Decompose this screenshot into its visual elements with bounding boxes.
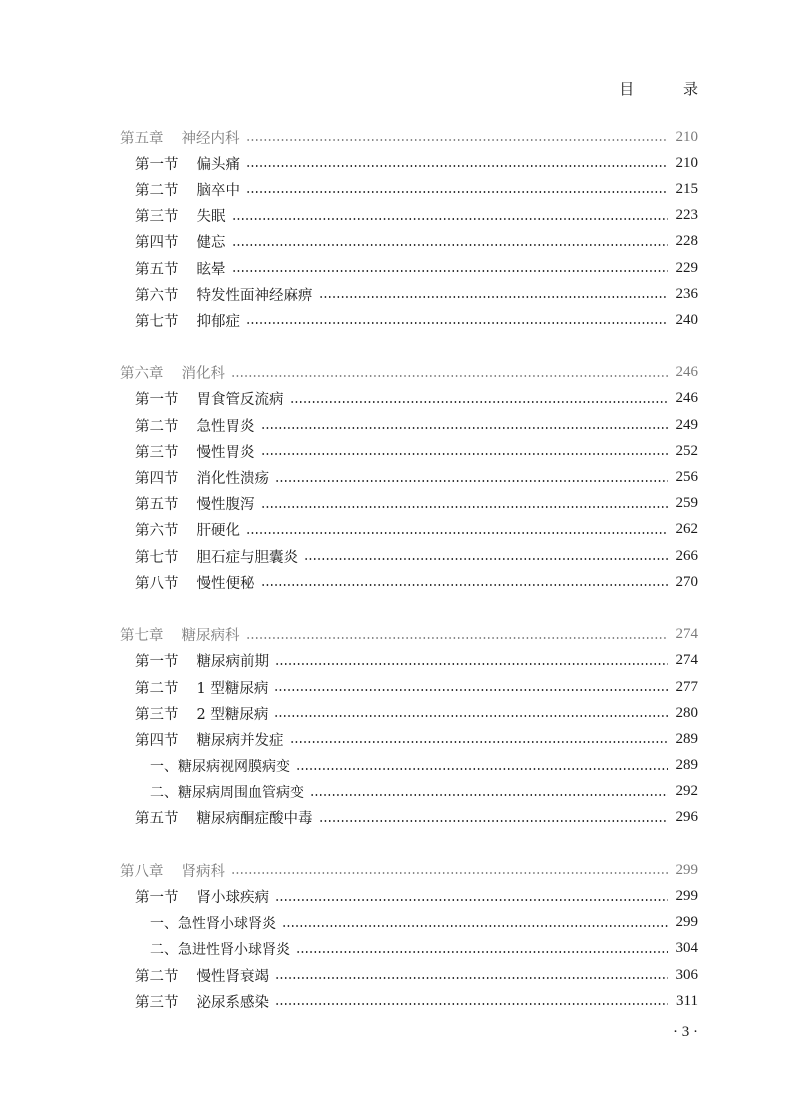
entry-title: 偏头痛 — [196, 156, 240, 173]
entry-page: 299 — [675, 888, 698, 905]
entry-number: 第三节 — [135, 994, 179, 1011]
entry-title: 1 型糖尿病 — [196, 680, 269, 697]
entry-page: 236 — [675, 285, 698, 302]
toc-section-entry[interactable] — [120, 962, 698, 988]
toc-chapter-entry[interactable] — [120, 622, 698, 648]
toc-section-entry[interactable] — [120, 438, 698, 464]
entry-page: 215 — [675, 180, 698, 197]
toc-section-entry[interactable] — [120, 176, 698, 202]
entry-title: 眩晕 — [196, 261, 226, 278]
dot-leader — [282, 925, 668, 927]
toc-section-entry[interactable] — [120, 543, 698, 569]
dot-leader — [290, 401, 669, 403]
dot-leader — [231, 375, 668, 377]
dot-leader — [232, 218, 669, 220]
entry-title: 特发性面神经麻痹 — [196, 287, 313, 304]
entry-title: 胃食管反流病 — [196, 392, 284, 409]
dot-leader — [246, 637, 669, 639]
entry-number: 第三节 — [135, 444, 179, 461]
entry-title: 肾小球疾病 — [196, 890, 269, 907]
entry-page: 256 — [675, 469, 698, 486]
entry-number: 第七章 — [120, 628, 164, 645]
entry-number: 一、 — [150, 915, 178, 932]
toc-section-entry[interactable] — [120, 307, 698, 333]
toc-chapter-entry[interactable] — [120, 360, 698, 386]
blank-line — [120, 595, 698, 621]
entry-title: 慢性便秘 — [196, 575, 255, 592]
dot-leader — [275, 899, 668, 901]
toc-chapter-entry[interactable] — [120, 857, 698, 883]
toc-section-entry[interactable] — [120, 648, 698, 674]
dot-leader — [246, 139, 669, 141]
toc-section-entry[interactable] — [120, 883, 698, 909]
entry-number: 第五节 — [135, 497, 179, 514]
entry-number: 第四节 — [135, 732, 179, 749]
entry-page: 299 — [675, 861, 698, 878]
entry-title: 消化性溃疡 — [196, 471, 269, 488]
toc-section-entry[interactable] — [120, 569, 698, 595]
entry-number: 二、 — [150, 784, 178, 801]
table-of-contents — [120, 124, 698, 1014]
page-number: · 3 · — [673, 1024, 698, 1040]
entry-page: 289 — [675, 757, 698, 774]
dot-leader — [296, 768, 668, 770]
dot-leader — [319, 820, 669, 822]
entry-page: 277 — [675, 678, 698, 695]
entry-title: 糖尿病周围血管病变 — [178, 784, 304, 801]
entry-number: 第八章 — [120, 863, 164, 880]
entry-number: 第一节 — [135, 890, 179, 907]
entry-page: 306 — [675, 966, 698, 983]
entry-title: 急性胃炎 — [196, 418, 255, 435]
entry-page: 223 — [675, 207, 698, 224]
entry-page: 252 — [675, 442, 698, 459]
dot-leader — [246, 165, 668, 167]
entry-number: 第五节 — [135, 261, 179, 278]
toc-subsection-entry[interactable] — [120, 779, 698, 805]
dot-leader — [275, 1003, 668, 1005]
entry-title: 糖尿病并发症 — [196, 732, 284, 749]
entry-number: 第四节 — [135, 471, 179, 488]
toc-section-entry[interactable] — [120, 203, 698, 229]
entry-title: 肝硬化 — [196, 523, 240, 540]
entry-title: 急性肾小球肾炎 — [178, 915, 276, 932]
entry-page: 280 — [675, 704, 698, 721]
entry-number: 一、 — [150, 758, 178, 775]
entry-number: 第七节 — [135, 313, 179, 330]
entry-title: 肾病科 — [181, 863, 225, 880]
entry-page: 266 — [675, 547, 698, 564]
entry-title: 健忘 — [196, 235, 226, 252]
entry-title: 神经内科 — [181, 130, 240, 147]
toc-section-entry[interactable] — [120, 726, 698, 752]
toc-section-entry[interactable] — [120, 805, 698, 831]
entry-number: 第三节 — [135, 209, 179, 226]
entry-number: 第八节 — [135, 575, 179, 592]
toc-section-entry[interactable] — [120, 412, 698, 438]
entry-page: 299 — [675, 914, 698, 931]
entry-page: 289 — [675, 730, 698, 747]
toc-section-entry[interactable] — [120, 988, 698, 1014]
entry-page: 262 — [675, 521, 698, 538]
entry-title: 消化科 — [181, 366, 225, 383]
dot-leader — [296, 951, 668, 953]
entry-title: 脑卒中 — [196, 182, 240, 199]
entry-number: 第三节 — [135, 706, 179, 723]
dot-leader — [310, 794, 668, 796]
blank-line — [120, 334, 698, 360]
dot-leader — [274, 689, 668, 691]
toc-section-entry[interactable] — [120, 674, 698, 700]
entry-number: 第五节 — [135, 811, 179, 828]
dot-leader — [231, 872, 668, 874]
entry-number: 第六节 — [135, 287, 179, 304]
dot-leader — [246, 191, 668, 193]
entry-title: 2 型糖尿病 — [196, 706, 269, 723]
dot-leader — [246, 322, 668, 324]
entry-number: 二、 — [150, 941, 178, 958]
dot-leader — [232, 270, 669, 272]
entry-page: 296 — [675, 809, 698, 826]
entry-title: 失眠 — [196, 209, 226, 226]
toc-subsection-entry[interactable] — [120, 936, 698, 962]
dot-leader — [290, 741, 669, 743]
entry-number: 第一节 — [135, 156, 179, 173]
entry-page: 270 — [675, 573, 698, 590]
entry-page: 229 — [675, 259, 698, 276]
dot-leader — [261, 584, 669, 586]
entry-page: 210 — [675, 128, 698, 145]
entry-title: 急进性肾小球肾炎 — [178, 941, 290, 958]
toc-subsection-entry[interactable] — [120, 753, 698, 779]
entry-number: 第一节 — [135, 392, 179, 409]
toc-section-entry[interactable] — [120, 464, 698, 490]
entry-title: 糖尿病视网膜病变 — [178, 758, 290, 775]
entry-number: 第二节 — [135, 680, 179, 697]
toc-section-entry[interactable] — [120, 700, 698, 726]
entry-page: 246 — [675, 364, 698, 381]
entry-number: 第五章 — [120, 130, 164, 147]
blank-line — [120, 831, 698, 857]
entry-title: 糖尿病前期 — [196, 654, 269, 671]
dot-leader — [261, 453, 669, 455]
entry-number: 第二节 — [135, 968, 179, 985]
entry-title: 泌尿系感染 — [196, 994, 269, 1011]
dot-leader — [261, 506, 669, 508]
dot-leader — [304, 558, 668, 560]
entry-page: 274 — [675, 652, 698, 669]
entry-number: 第六章 — [120, 366, 164, 383]
toc-section-entry[interactable] — [120, 150, 698, 176]
dot-leader — [319, 296, 669, 298]
dot-leader — [275, 663, 668, 665]
entry-page: 228 — [675, 233, 698, 250]
entry-page: 246 — [675, 390, 698, 407]
dot-leader — [275, 977, 668, 979]
toc-section-entry[interactable] — [120, 491, 698, 517]
entry-page: 249 — [675, 416, 698, 433]
running-header: 目 录 — [619, 80, 720, 98]
entry-number: 第一节 — [135, 654, 179, 671]
entry-page: 210 — [675, 154, 698, 171]
entry-page: 311 — [676, 992, 698, 1009]
entry-title: 糖尿病酮症酸中毒 — [196, 811, 313, 828]
entry-title: 糖尿病科 — [181, 628, 240, 645]
entry-page: 259 — [675, 495, 698, 512]
dot-leader — [261, 427, 669, 429]
toc-chapter-entry[interactable] — [120, 124, 698, 150]
toc-section-entry[interactable] — [120, 281, 698, 307]
entry-title: 慢性肾衰竭 — [196, 968, 269, 985]
entry-page: 274 — [675, 626, 698, 643]
entry-page: 240 — [675, 311, 698, 328]
entry-title: 胆石症与胆囊炎 — [196, 549, 298, 566]
entry-page: 304 — [675, 940, 698, 957]
dot-leader — [232, 244, 669, 246]
toc-subsection-entry[interactable] — [120, 910, 698, 936]
entry-title: 慢性胃炎 — [196, 444, 255, 461]
entry-number: 第七节 — [135, 549, 179, 566]
dot-leader — [246, 532, 668, 534]
entry-title: 抑郁症 — [196, 313, 240, 330]
entry-number: 第四节 — [135, 235, 179, 252]
toc-section-entry[interactable] — [120, 229, 698, 255]
entry-page: 292 — [675, 783, 698, 800]
entry-number: 第二节 — [135, 182, 179, 199]
dot-leader — [275, 480, 668, 482]
entry-number: 第六节 — [135, 523, 179, 540]
dot-leader — [274, 715, 668, 717]
entry-title: 慢性腹泻 — [196, 497, 255, 514]
entry-number: 第二节 — [135, 418, 179, 435]
toc-section-entry[interactable] — [120, 255, 698, 281]
toc-section-entry[interactable] — [120, 386, 698, 412]
toc-section-entry[interactable] — [120, 517, 698, 543]
